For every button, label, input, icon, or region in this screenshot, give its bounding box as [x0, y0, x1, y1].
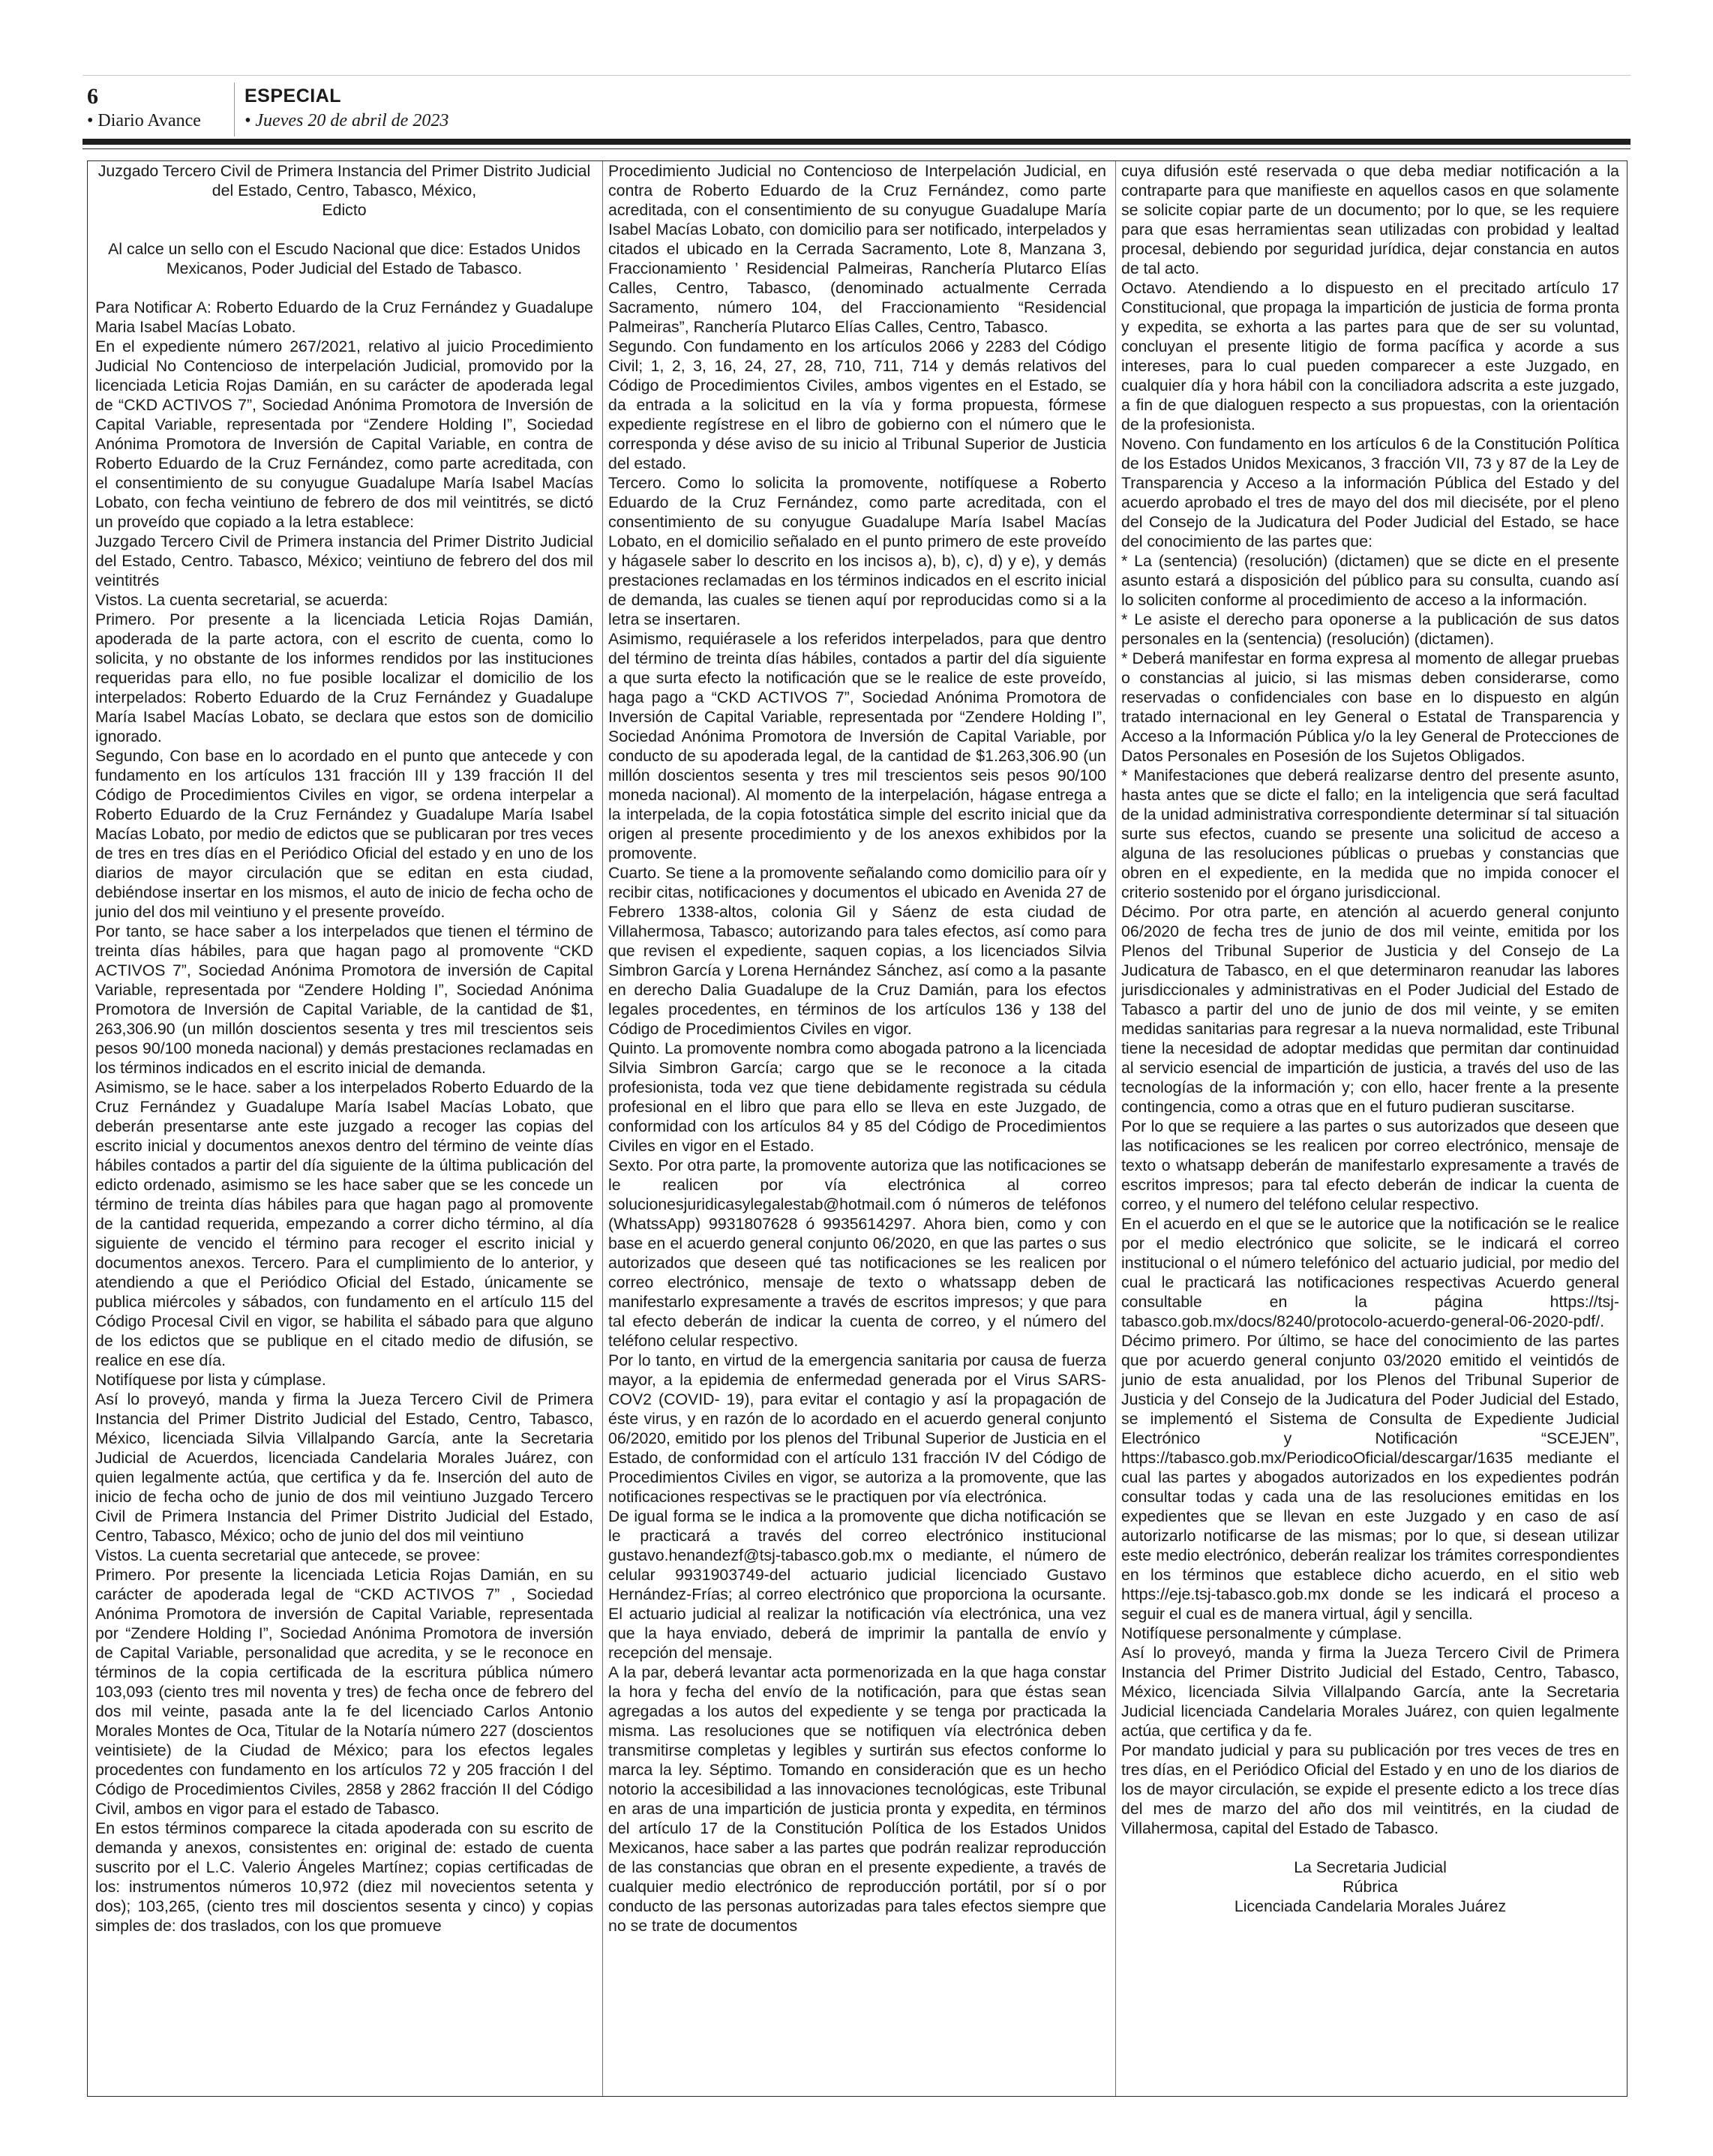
paragraph: Por mandato judicial y para su publicación por tres veces de tres en tres días, en el Periódico Oficial del Estado y en uno de los diarios de los de mayor circulación, se expide el presente edicto a los trece días del mes de marzo del año dos mil veintitrés, en la ciudad de Villahermosa, capital del Estado de Tabasco.	[1121, 1741, 1619, 1837]
signature-title: La Secretaria Judicial	[1294, 1858, 1447, 1876]
column-separator	[602, 161, 603, 2096]
paragraph: En el expediente número 267/2021, relativo al juicio Procedimiento Judicial No Contencioso de interpelación Judicial, promovido por la licenciada Leticia Rojas Damián, en su carácter de apoderada legal de “CKD ACTIVOS 7”, Sociedad Anónima Promotora de Inversión de Capital Variable, representada por “Zendere Holding I”, Sociedad Anónima Promotora de Inversión de Capital Variable, en contra de Roberto Eduardo de la Cruz Fernández, como parte acreditada, con el consentimiento de su conyugue Guadalupe María Isabel Macías Lobato, con fecha veintiuno de febrero de dos mil veintitrés, se dictó un proveído que copiado a la letra establece:	[95, 337, 593, 531]
paragraph: Notifíquese por lista y cúmplase.	[95, 1371, 326, 1389]
paragraph: * Deberá manifestar en forma expresa al momento de allegar pruebas o constancias al juicio, si las mismas deben considerarse, como reservadas o confidenciales con base en lo dispuesto en algún tratado internacional en ley General o Estatal de Transparencia y Acceso a la Información Pública y/o la ley General de Protecciones de Datos Personales en Posesión de los Sujetos Obligados.	[1121, 649, 1619, 765]
header-divider	[234, 82, 235, 136]
header-thin-rule	[82, 148, 1630, 149]
publication-name: • Diario Avance	[87, 111, 201, 130]
paragraph: En estos términos comparece la citada apoderada con su escrito de demanda y anexos, consistentes en: original de: estado de cuenta suscrito por el L.C. Valerio Ángeles Martínez; copias certificadas de los: instrumentos números 10,972 (diez mil novecientos setenta y dos); 103,265, (ciento tres mil doscientos sesenta y cinco) y copias simples de: dos traslados, con los que promueve	[95, 1819, 593, 1935]
section-title: ESPECIAL	[244, 85, 342, 106]
header-thick-rule	[82, 139, 1630, 145]
paragraph: * La (sentencia) (resolución) (dictamen) que se dicte en el presente asunto estará a disposición del público para su consulta, cuando así lo soliciten conforme al procedimiento de acceso a la información.	[1121, 552, 1619, 609]
signature-name: Licenciada Candelaria Morales Juárez	[1234, 1897, 1507, 1915]
paragraph: Noveno. Con fundamento en los artículos 6 de la Constitución Política de los Estados Unidos Mexicanos, 3 fracción VII, 73 y 87 de la Ley de Transparencia y Acceso a la información Pública del Estado y del acuerdo aprobado el tres de mayo del dos mil dieciséte, por el pleno del Consejo de la Judicatura del Poder Judicial del Estado, se hace del conocimiento de las partes que:	[1121, 435, 1619, 550]
edict-box	[87, 160, 1628, 2097]
paragraph: Tercero. Como lo solicita la promovente, notifíquese a Roberto Eduardo de la Cruz Fernández, como parte acreditada, con el consentimiento de su conyugue Guadalupe María Isabel Macías Lobato, en el domicilio señalado en el punto primero de este proveído y hágasele saber lo descrito en los incisos a), b), c), d) y e), y demás prestaciones reclamadas en los términos indicados en el escrito inicial de demanda, las cuales se tienen aquí por reproducidas como si a la letra se insertaren.	[608, 474, 1106, 628]
paragraph: Asimismo, se le hace. saber a los interpelados Roberto Eduardo de la Cruz Fernández y Guadalupe María Isabel Macías Lobato, que deberán presentarse ante este juzgado a recoger las copias del escrito inicial y documentos anexos dentro del término de veinte días hábiles contados a partir del día siguiente de la última publicación del edicto ordenado, asimismo se les hace saber que se les concede un término de treinta días hábiles para que hagan pago al promovente de la cantidad requerida, empezando a correr dicho término, al día siguiente de vencido el término para recoger el escrito inicial y documentos anexos. Tercero. Para el cumplimiento de lo anterior, y atendiendo a que el Periódico Oficial del Estado, únicamente se publica miércoles y sábados, con fundamento en el artículo 115 del Código Procesal Civil en vigor, se habilita el sábado para que alguno de los edictos que se publique en el citado medio de difusión, se realice en ese día.	[95, 1078, 593, 1369]
paragraph: cuya difusión esté reservada o que deba mediar notificación a la contraparte para que manifieste en aquellos casos en que solamente se solicite copiar parte de un documento; por lo que, se les requiere para que esas herramientas sean utilizadas con probidad y lealtad procesal, debiendo por seguridad jurídica, dejar constancia en autos de tal acto.	[1121, 162, 1619, 277]
paragraph: * Manifestaciones que deberá realizarse dentro del presente asunto, hasta antes que se dicte el fallo; en la inteligencia que será facultad de la unidad administrativa correspondiente determinar sí tal situación surte sus efectos, cuando se presente una solicitud de acceso a alguna de las resoluciones públicas o pruebas y constancias que obren en el expediente, en la medida que no impida conocer el criterio sostenido por el órgano jurisdiccional.	[1121, 766, 1619, 901]
paragraph: Notifíquese personalmente y cúmplase.	[1121, 1624, 1402, 1642]
paragraph: De igual forma se le indica a la promovente que dicha notificación se le practicará a través del correo electrónico institucional gustavo.henandezf@tsj-tabasco.gob.mx o mediante, el número de celular 9931903749-del actuario judicial licenciado Gustavo Hernández-Frías; al correo electrónico que proporciona la ocursante. El actuario judicial al realizar la notificación vía electrónica, una vez que la haya enviado, deberá de imprimir la pantalla de envío y recepción del mensaje.	[608, 1507, 1106, 1662]
paragraph: Vistos. La cuenta secretarial que antecede, se provee:	[95, 1546, 481, 1564]
court-heading: Juzgado Tercero Civil de Primera Instancia del Primer Distrito Judicial del Estado, Centro, Tabasco, México,	[98, 162, 591, 199]
column-separator	[1115, 161, 1116, 2096]
paragraph: * Le asiste el derecho para oponerse a la publicación de sus datos personales en la (sentencia) (resolución) (dictamen).	[1121, 610, 1619, 648]
paragraph: Vistos. La cuenta secretarial, se acuerda:	[95, 591, 388, 609]
page-number: 6	[87, 84, 98, 109]
paragraph: Octavo. Atendiendo a lo dispuesto en el precitado artículo 17 Constitucional, que propaga la impartición de justicia de forma pronta y expedita, se exhorta a las partes para que de ser su voluntad, concluyan el presente litigio de forma pacífica y acorde a sus intereses, para lo cual pueden comparecer a este Juzgado, en cualquier día y hora hábil con la conciliadora adscrita a este juzgado, a fin de que dialoguen respecto a sus propuestas, con la orientación de la profesionista.	[1121, 279, 1619, 433]
paragraph: Primero. Por presente a la licenciada Leticia Rojas Damián, apoderada de la parte actora, con el escrito de cuenta, como lo solicita, y no obstante de los informes rendidos por las instituciones requeridas para ello, no fue posible localizar el domicilio de los interpelados: Roberto Eduardo de la Cruz Fernández y Guadalupe María Isabel Macías Lobato, se declara que estos son de domicilio ignorado.	[95, 610, 593, 745]
paragraph: Primero. Por presente la licenciada Leticia Rojas Damián, en su carácter de apoderada legal de “CKD ACTIVOS 7” , Sociedad Anónima Promotora de inversión de Capital Variable, representada por “Zendere Holding I”, Sociedad Anónima Promotora de inversión de Capital Variable, personalidad que acredita, y se le reconoce en términos de la copia certificada de la escritura pública número 103,093 (ciento tres mil noventa y tres) de fecha once de febrero del dos mil veinte, pasada ante la fe del licenciado Carlos Antonio Morales Montes de Oca, Titular de la Notaría número 227 (doscientos veintisiete) de la Ciudad de México; para los efectos legales procedentes con fundamento en los artículos 72 y 205 fracción I del Código de Procedimientos Civiles, 2858 y 2862 fracción II del Código Civil, ambos en vigor para el estado de Tabasco.	[95, 1566, 593, 1818]
paragraph: Juzgado Tercero Civil de Primera instancia del Primer Distrito Judicial del Estado, Centro. Tabasco, México; veintiuno de febrero del dos mil veintitrés	[95, 532, 593, 589]
signature-rubrica: Rúbrica	[1342, 1878, 1398, 1896]
paragraph: Segundo. Con fundamento en los artículos 2066 y 2283 del Código Civil; 1, 2, 3, 16, 24, 27, 28, 710, 711, 714 y demás relativos del Código de Procedimientos Civiles, ambos vigentes en el Estado, se da entrada a la solicitud en la vía y forma propuesta, fórmese expediente regístrese en el libro de gobierno con el número que le corresponda y dése aviso de su inicio al Tribunal Superior de Justicia del estado.	[608, 337, 1106, 472]
paragraph: Por lo que se requiere a las partes o sus autorizados que deseen que las notificaciones se les realicen por correo electrónico, mensaje de texto o whatsapp deberán de manifestarlo expresamente a través de escritos impresos; para tal efecto deberán de indicar la cuenta de correo, y el numero del teléfono celular respectivo.	[1121, 1117, 1619, 1213]
paragraph: Así lo proveyó, manda y firma la Jueza Tercero Civil de Primera Instancia del Primer Distrito Judicial del Estado, Centro, Tabasco, México, licenciada Silvia Villalpando García, ante la Secretaria Judicial licenciada Candelaria Morales Juárez, con quien legalmente actúa, que certifica y da fe.	[1121, 1644, 1619, 1740]
paragraph: Cuarto. Se tiene a la promovente señalando como domicilio para oír y recibir citas, notificaciones y documentos el ubicado en Avenida 27 de Febrero 1338-altos, colonia Gil y Sáenz de esta ciudad de Villahermosa, Tabasco; autorizando para tales efectos, así como para que revisen el expediente, saquen copias, a los licenciados Silvia Simbron García y Lorena Hernández Sánchez, así como a la pasante en derecho Dalia Guadalupe de la Cruz Damián, para los efectos legales procedentes, en términos de los artículos 136 y 138 del Código de Procedimientos Civiles en vigor.	[608, 864, 1106, 1038]
paragraph: Quinto. La promovente nombra como abogada patrono a la licenciada Silvia Simbron García; cargo que se le reconoce a la citada profesionista, toda vez que tiene debidamente registrada su cédula profesional en el libro que para ello se lleva en este Juzgado, de conformidad con los artículos 84 y 85 del Código de Procedimientos Civiles en vigor en el Estado.	[608, 1039, 1106, 1155]
paragraph: Sexto. Por otra parte, la promovente autoriza que las notificaciones se le realicen por vía electrónica al correo solucionesjuridicasylegalestab@hotmail.com ó números de teléfonos (WhatssApp) 9931807628 ó 9935614297. Ahora bien, como y con base en el acuerdo general conjunto 06/2020, en que las partes o sus autorizados que deseen qué tas notificaciones se les realicen por correo electrónico, mensaje de texto o whatssapp deben de manifestarlo expresamente a través de escritos impresos; y que para tal efecto deberán de indicar la cuenta de correo, y el número del teléfono celular respectivo.	[608, 1156, 1106, 1350]
paragraph: Décimo. Por otra parte, en atención al acuerdo general conjunto 06/2020 de fecha tres de junio de dos mil veinte, emitida por los Plenos del Tribunal Superior de Justicia y del Consejo de La Judicatura de Tabasco, en el que determinaron reanudar las labores jurisdiccionales y administrativas en el Poder Judicial del Estado de Tabasco a partir del uno de junio de dos mil veinte, y se emiten medidas sanitarias para regresar a la nueva normalidad, este Tribunal tiene la necesidad de adoptar medidas que permitan dar continuidad al servicio esencial de impartición de justicia, a través del uso de las tecnologías de la información y; con ello, hacer frente a la presente contingencia, como a otras que en el futuro pudieran suscitarse.	[1121, 903, 1619, 1116]
column-1	[95, 161, 593, 2086]
paragraph: Procedimiento Judicial no Contencioso de Interpelación Judicial, en contra de Roberto Eduardo de la Cruz Fernández, como parte acreditada, con el consentimiento de su conyugue Guadalupe María Isabel Macías Lobato, con domicilio para ser notificado, interpelados y citados el ubicado en la Cerrada Sacramento, Lote 8, Manzana 3, Fraccionamiento ’ Residencial Palmeiras, Ranchería Plutarco Elías Calles, Centro, Tabasco, (denominado actualmente Cerrada Sacramento, número 104, del Fraccionamiento “Residencial Palmeiras”, Ranchería Plutarco Elías Calles, Centro, Tabasco.	[608, 162, 1106, 336]
column-3	[1121, 161, 1619, 2086]
edict-label: Edicto	[322, 201, 367, 219]
seal-note: Al calce un sello con el Escudo Nacional que dice: Estados Unidos Mexicanos, Poder Judicial del Estado de Tabasco.	[108, 240, 580, 277]
paragraph: Segundo, Con base en lo acordado en el punto que antecede y con fundamento en los artículos 131 fracción III y 139 fracción II del Código de Procedimientos Civiles en vigor, se ordena interpelar a Roberto Eduardo de la Cruz Fernández y Guadalupe María Isabel Macías Lobato, por medio de edictos que se publicaran por tres veces de tres en tres días en el Periódico Oficial del estado y en uno de los diarios de mayor circulación que se editan en esta ciudad, debiéndose insertar en los mismos, el auto de inicio de fecha ocho de junio del dos mil veintiuno y el presente proveído.	[95, 747, 593, 921]
paragraph: Décimo primero. Por último, se hace del conocimiento de las partes que por acuerdo general conjunto 03/2020 emitido el veintidós de junio de esta anualidad, por los Plenos del Tribunal Superior de Justicia y del Consejo de la Judicatura del Poder Judicial del Estado, se implementó el Sistema de Consulta de Expediente Judicial Electrónico y Notificación “SCEJEN”, https://tabasco.gob.mx/PeriodicoOficial/descargar/1635 mediante el cual las partes y abogados autorizados en los expedientes podrán consultar todas y cada una de las resoluciones emitidas en los expedientes que se llevan en este Juzgado y en caso de así autorizarlo notificarse de las mismas; por lo que, si desean utilizar este medio electrónico, deberán realizar los trámites correspondientes en los términos que establece dicho acuerdo, en el sitio web https://eje.tsj-tabasco.gob.mx donde se les indicará el proceso a seguir el cual es de manera virtual, ágil y sencilla.	[1121, 1332, 1619, 1623]
paragraph: Por tanto, se hace saber a los interpelados que tienen el término de treinta días hábiles, para que hagan pago al promovente “CKD ACTIVOS 7”, Sociedad Anónima Promotora de inversión de Capital Variable, representada por “Zendere Holding I”, Sociedad Anónima Promotora de Inversión de Capital Variable, de la cantidad de $1, 263,306.90 (un millón doscientos sesenta y tres mil trescientos seis pesos 90/100 moneda nacional) y demás prestaciones reclamadas en los términos indicados en el escrito inicial de demanda.	[95, 922, 593, 1077]
paragraph: Así lo proveyó, manda y firma la Jueza Tercero Civil de Primera Instancia del Primer Distrito Judicial del Estado, Centro, Tabasco, México, licenciada Silvia Villalpando García, ante la Secretaria Judicial de Acuerdos, licenciada Candelaria Morales Juárez, con quien legalmente actúa, que certifica y da fe. Inserción del auto de inicio de fecha ocho de junio de dos mil veintiuno Juzgado Tercero Civil de Primera Instancia del Primer Distrito Judicial del Estado, Centro, Tabasco, México; ocho de junio del dos mil veintiuno	[95, 1390, 593, 1545]
paragraph: Para Notificar A: Roberto Eduardo de la Cruz Fernández y Guadalupe Maria Isabel Macías Lobato.	[95, 298, 593, 336]
header-top-rule	[82, 75, 1630, 76]
paragraph: En el acuerdo en el que se le autorice que la notificación se le realice por el medio electrónico que solicite, se le indicará el correo institucional o el número telefónico del actuario judicial, por medio del cual le practicará las notificaciones respectivas Acuerdo general consultable en la página https://tsj-tabasco.gob.mx/docs/8240/protocolo-acuerdo-general-06-2020-pdf/.	[1121, 1215, 1619, 1330]
paragraph: A la par, deberá levantar acta pormenorizada en la que haga constar la hora y fecha del envío de la notificación, para que éstas sean agregadas a los autos del expediente y se tenga por practicada la misma. Las resoluciones que se notifiquen vía electrónica deben transmitirse completas y legibles y surtirán sus efectos conforme lo marca la ley. Séptimo. Tomando en consideración que es un hecho notorio la accesibilidad a las innovaciones tecnológicas, este Tribunal en aras de una impartición de justicia pronta y expedita, en términos del artículo 17 de la Constitución Política de los Estados Unidos Mexicanos, hace saber a las partes que podrán realizar reproducción de las constancias que obran en el presente expediente, a través de cualquier medio electrónico de reproducción portátil, por sí o por conducto de las personas autorizadas para tales efectos siempre que no se trate de documentos	[608, 1663, 1106, 1935]
paragraph: Por lo tanto, en virtud de la emergencia sanitaria por causa de fuerza mayor, a la epidemia de enfermedad generada por el Virus SARS-COV2 (COVID- 19), para evitar el contagio y así la propagación de éste virus, y en razón de lo acordado en el acuerdo general conjunto 06/2020, emitido por los plenos del Tribunal Superior de Justicia en el Estado, de conformidad con el artículo 131 fracción IV del Código de Procedimientos Civiles en vigor, se autoriza a la promovente, que las notificaciones respectivas se le practiquen por vía electrónica.	[608, 1351, 1106, 1506]
issue-date: • Jueves 20 de abril de 2023	[244, 111, 449, 130]
paragraph: Asimismo, requiérasele a los referidos interpelados, para que dentro del término de treinta días hábiles, contados a partir del día siguiente a que surta efecto la notificación que se le realice de este proveído, haga pago a “CKD ACTIVOS 7”, Sociedad Anónima Promotora de Inversión de Capital Variable, representada por “Zendere Holding I”, Sociedad Anónima Promotora de Inversión de Capital Variable, por conducto de su apoderada legal, de la cantidad de $1.263,306.90 (un millón doscientos sesenta y tres mil trescientos seis pesos 90/100 moneda nacional). Al momento de la interpelación, hágase entrega a la interpelada, de la copia fotostática simple del escrito inicial que da origen al presente procedimiento y de los anexos exhibidos por la promovente.	[608, 630, 1106, 862]
column-2	[608, 161, 1106, 2086]
